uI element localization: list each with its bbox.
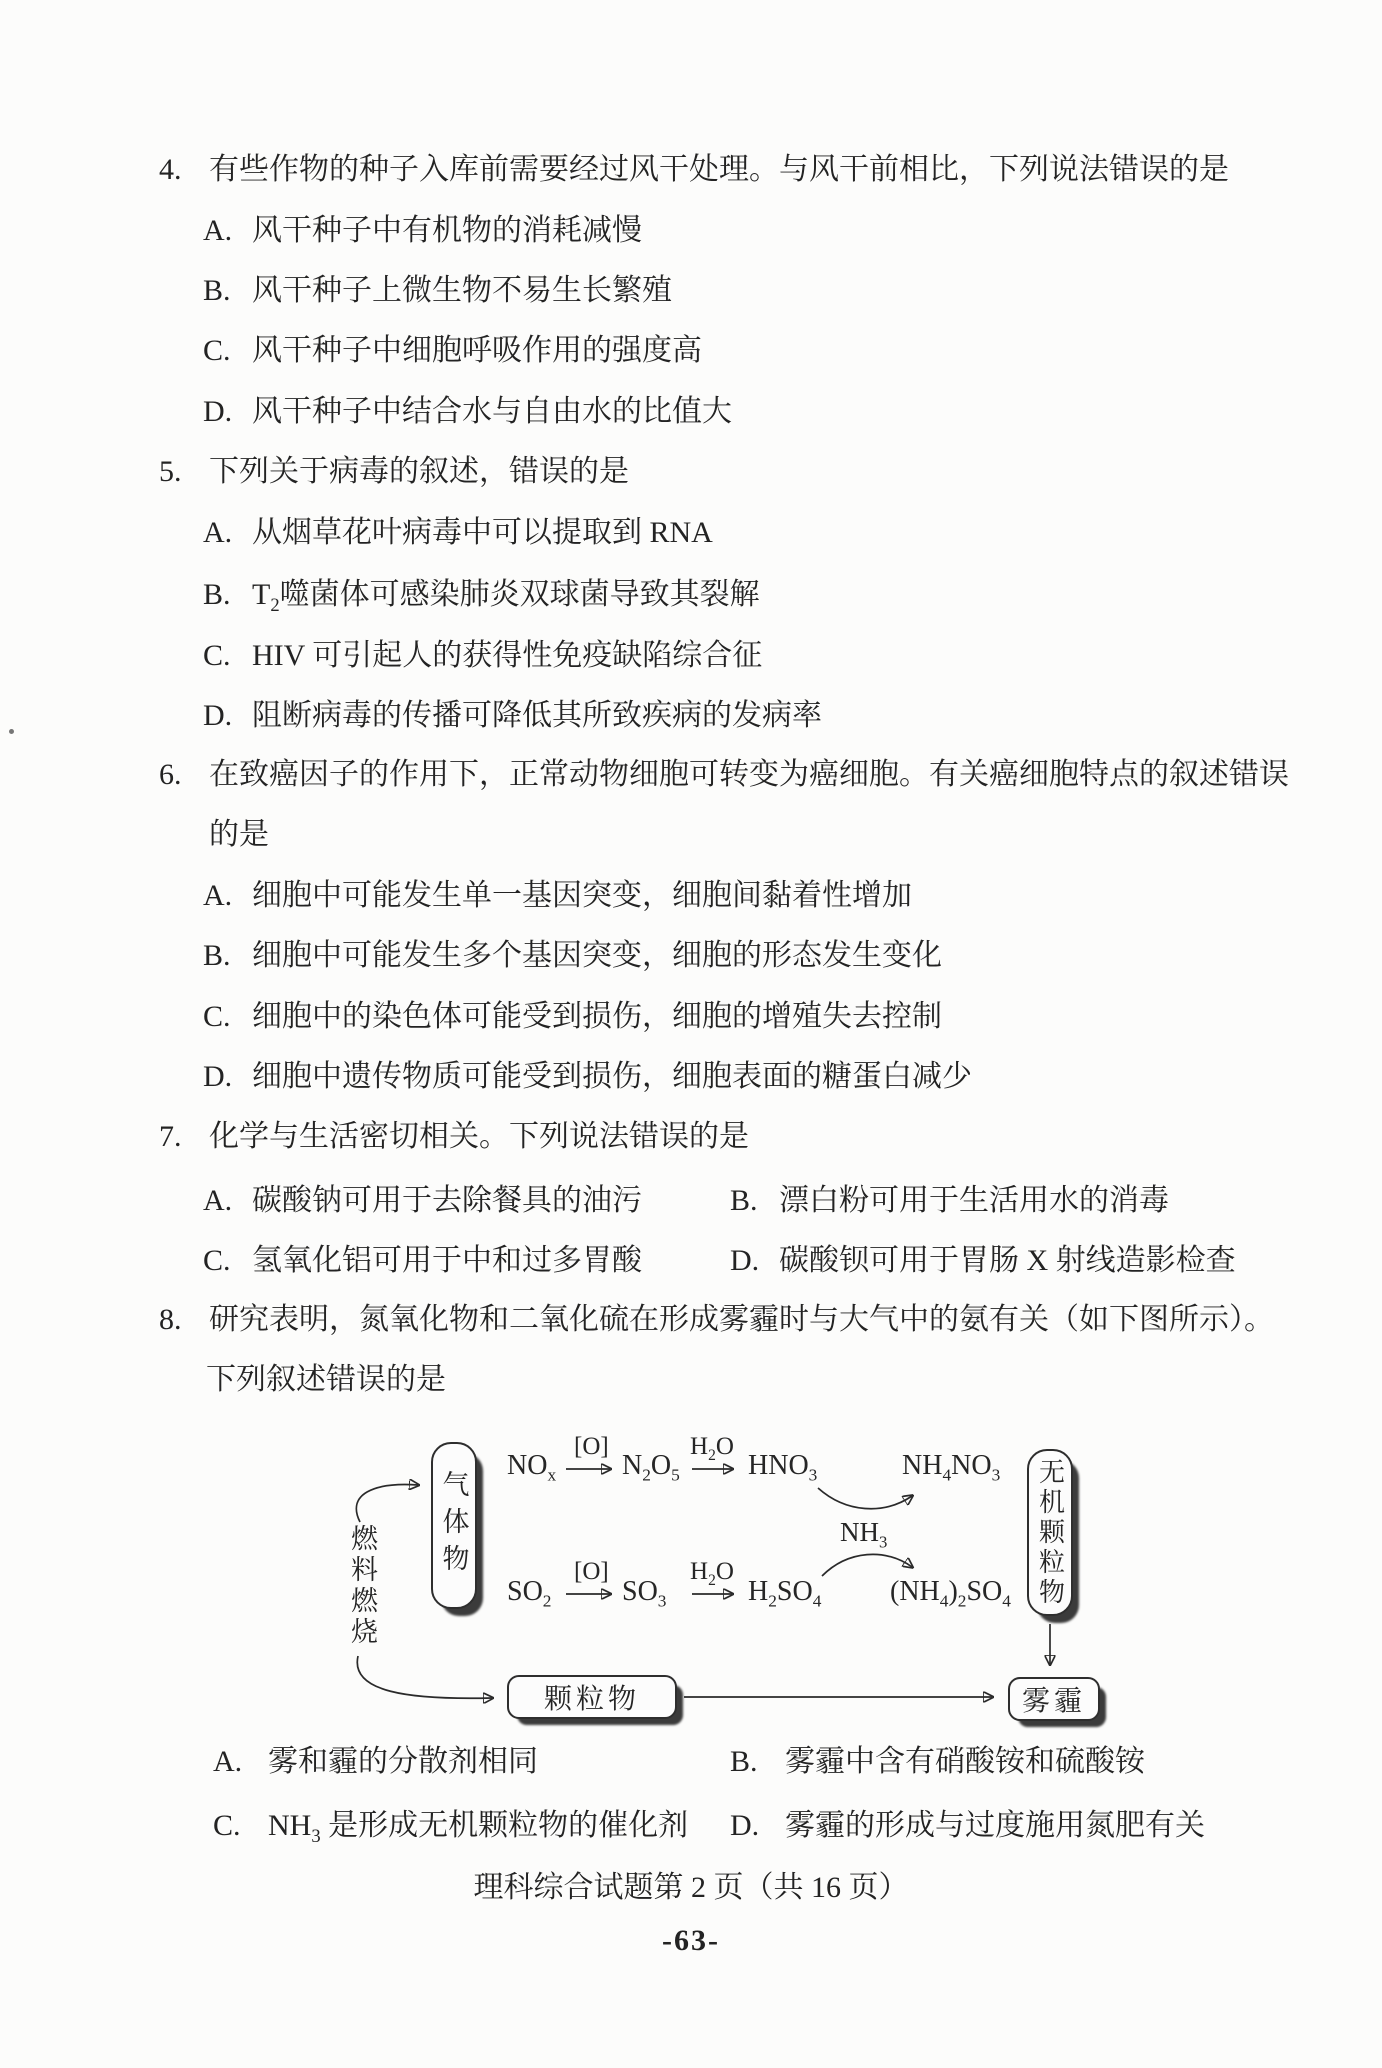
question-6-option-b	[203, 937, 942, 975]
option-label: D.	[203, 699, 233, 732]
question-7-option-b	[730, 1182, 1169, 1220]
particulate-box	[507, 1675, 677, 1719]
formula-so2: $SO_2$	[507, 1576, 552, 1611]
label-oxidant-2: [O]	[574, 1558, 609, 1585]
question-6-option-a	[203, 877, 912, 915]
question-8-option-c	[213, 1807, 688, 1845]
question-6-text-2: 的是	[209, 818, 269, 851]
option-text: 雾和霾的分散剂相同	[268, 1745, 538, 1778]
option-text: 碳酸钡可用于胃肠 X 射线造影检查	[779, 1244, 1236, 1277]
option-label: D.	[730, 1809, 760, 1842]
option-text: 雾霾的形成与过度施用氮肥有关	[785, 1809, 1205, 1842]
question-7-option-d	[730, 1242, 1236, 1280]
question-5-option-d	[203, 697, 822, 735]
option-text: 从烟草花叶病毒中可以提取到 RNA	[252, 516, 713, 549]
smog-box	[1008, 1677, 1100, 1721]
question-6-stem	[159, 756, 1289, 794]
option-label: D.	[730, 1244, 760, 1277]
page-number: -63-	[662, 1924, 720, 1957]
option-label: B.	[730, 1745, 758, 1778]
question-5-text: 下列关于病毒的叙述，错误的是	[209, 455, 629, 488]
option-label: D.	[203, 395, 233, 428]
question-7-option-a	[203, 1182, 642, 1220]
formula-nh4no3: $NH_4NO_3$	[902, 1450, 1001, 1485]
question-7-stem	[159, 1118, 749, 1156]
question-6-number: 6.	[159, 758, 182, 791]
label-oxidant-1: [O]	[574, 1433, 609, 1460]
question-7-text: 化学与生活密切相关。下列说法错误的是	[209, 1120, 749, 1153]
option-label: C.	[203, 334, 231, 367]
option-label: B.	[203, 939, 231, 972]
formula-nh3: $NH_3$	[840, 1517, 888, 1552]
option-label: A.	[203, 1184, 233, 1217]
question-7-option-c	[203, 1242, 642, 1280]
question-5-option-a	[203, 514, 713, 552]
question-6-option-d	[203, 1058, 972, 1096]
question-4-option-b	[203, 272, 672, 310]
option-label: B.	[730, 1184, 758, 1217]
fuel-combustion-label: 燃料燃烧	[347, 1524, 377, 1648]
option-text: 细胞中可能发生单一基因突变，细胞间黏着性增加	[252, 879, 912, 912]
question-5-number: 5.	[159, 455, 182, 488]
option-label: A.	[213, 1745, 243, 1778]
question-6-option-c	[203, 998, 942, 1036]
formula-hno3: $HNO_3$	[748, 1450, 818, 1485]
formula-n2o5: $N_2O_5$	[622, 1450, 680, 1485]
formula-nh42so4: $(NH_4)_2SO_4$	[890, 1576, 1011, 1611]
question-4-stem	[159, 151, 1229, 189]
particulate-label: 颗粒物	[543, 1684, 640, 1715]
option-text: 风干种子中有机物的消耗减慢	[252, 214, 642, 247]
question-8-option-d	[730, 1807, 1205, 1845]
option-label: C.	[203, 639, 231, 672]
option-label: C.	[203, 1244, 231, 1277]
option-label: B.	[203, 274, 231, 307]
question-8-option-b	[730, 1743, 1145, 1781]
gas-box	[431, 1442, 477, 1609]
option-text: 氢氧化铝可用于中和过多胃酸	[252, 1244, 642, 1277]
formula-so3: $SO_3$	[622, 1576, 667, 1611]
option-label: A.	[203, 214, 233, 247]
question-5-option-c	[203, 637, 762, 675]
arrow-hno3-to-nh4no3	[818, 1488, 912, 1509]
formula-nox: $NO_x$	[507, 1450, 557, 1485]
scan-artifact-dot	[9, 729, 14, 734]
question-4-number: 4.	[159, 153, 182, 186]
question-7-number: 7.	[159, 1120, 182, 1153]
option-label: C.	[213, 1809, 241, 1842]
smog-label: 雾霾	[1021, 1686, 1086, 1717]
option-label: D.	[203, 1060, 233, 1093]
arrow-fuel-to-gas	[356, 1485, 418, 1522]
question-8-stem-line2	[206, 1361, 446, 1399]
option-text: $NH_3$ 是形成无机颗粒物的催化剂	[268, 1809, 689, 1847]
question-8-text-2: 下列叙述错误的是	[206, 1363, 446, 1396]
option-text: 碳酸钠可用于去除餐具的油污	[252, 1184, 642, 1217]
inorganic-particulate-label: 无机颗粒物	[1035, 1457, 1065, 1608]
option-label: A.	[203, 879, 233, 912]
formula-h2so4: $H_2SO_4$	[748, 1576, 822, 1611]
option-text: 漂白粉可用于生活用水的消毒	[779, 1184, 1169, 1217]
option-text: 细胞中可能发生多个基因突变，细胞的形态发生变化	[252, 939, 942, 972]
option-text: 细胞中遗传物质可能受到损伤，细胞表面的糖蛋白减少	[252, 1060, 972, 1093]
question-8-option-a	[213, 1743, 538, 1781]
label-water-2: $H_2O$	[690, 1558, 734, 1589]
option-text: 风干种子上微生物不易生长繁殖	[252, 274, 672, 307]
question-5-option-b	[203, 576, 760, 614]
question-8-text: 研究表明，氮氧化物和二氧化硫在形成雾霾时与大气中的氨有关（如下图所示）。	[209, 1303, 1274, 1336]
question-4-option-d	[203, 393, 732, 431]
option-text: 阻断病毒的传播可降低其所致疾病的发病率	[252, 699, 822, 732]
question-4-text: 有些作物的种子入库前需要经过风干处理。与风干前相比，下列说法错误的是	[209, 153, 1229, 186]
question-5-stem	[159, 453, 629, 491]
question-4-option-c	[203, 332, 702, 370]
question-4-option-a	[203, 212, 642, 250]
gas-box-label: 气体物	[438, 1470, 469, 1581]
option-text: $T_2$噬菌体可感染肺炎双球菌导致其裂解	[252, 578, 760, 616]
option-label: A.	[203, 516, 233, 549]
question-8-stem	[159, 1301, 1274, 1339]
option-text: 细胞中的染色体可能受到损伤，细胞的增殖失去控制	[252, 1000, 942, 1033]
option-text: 风干种子中结合水与自由水的比值大	[252, 395, 732, 428]
option-label: C.	[203, 1000, 231, 1033]
question-6-text: 在致癌因子的作用下，正常动物细胞可转变为癌细胞。有关癌细胞特点的叙述错误	[209, 758, 1289, 791]
arrow-h2so4-to-nh42so4	[822, 1554, 912, 1576]
question-8-number: 8.	[159, 1303, 182, 1336]
label-water-1: $H_2O$	[690, 1433, 734, 1464]
option-text: 雾霾中含有硝酸铵和硫酸铵	[785, 1745, 1145, 1778]
option-text: HIV 可引起人的获得性免疫缺陷综合征	[252, 639, 763, 672]
option-label: B.	[203, 578, 231, 611]
inorganic-particulate-box	[1027, 1449, 1073, 1616]
question-6-stem-line2	[209, 816, 269, 854]
arrow-fuel-to-particulate	[357, 1656, 492, 1698]
page-footer: 理科综合试题第 2 页（共 16 页）	[473, 1871, 909, 1904]
option-text: 风干种子中细胞呼吸作用的强度高	[252, 334, 702, 367]
